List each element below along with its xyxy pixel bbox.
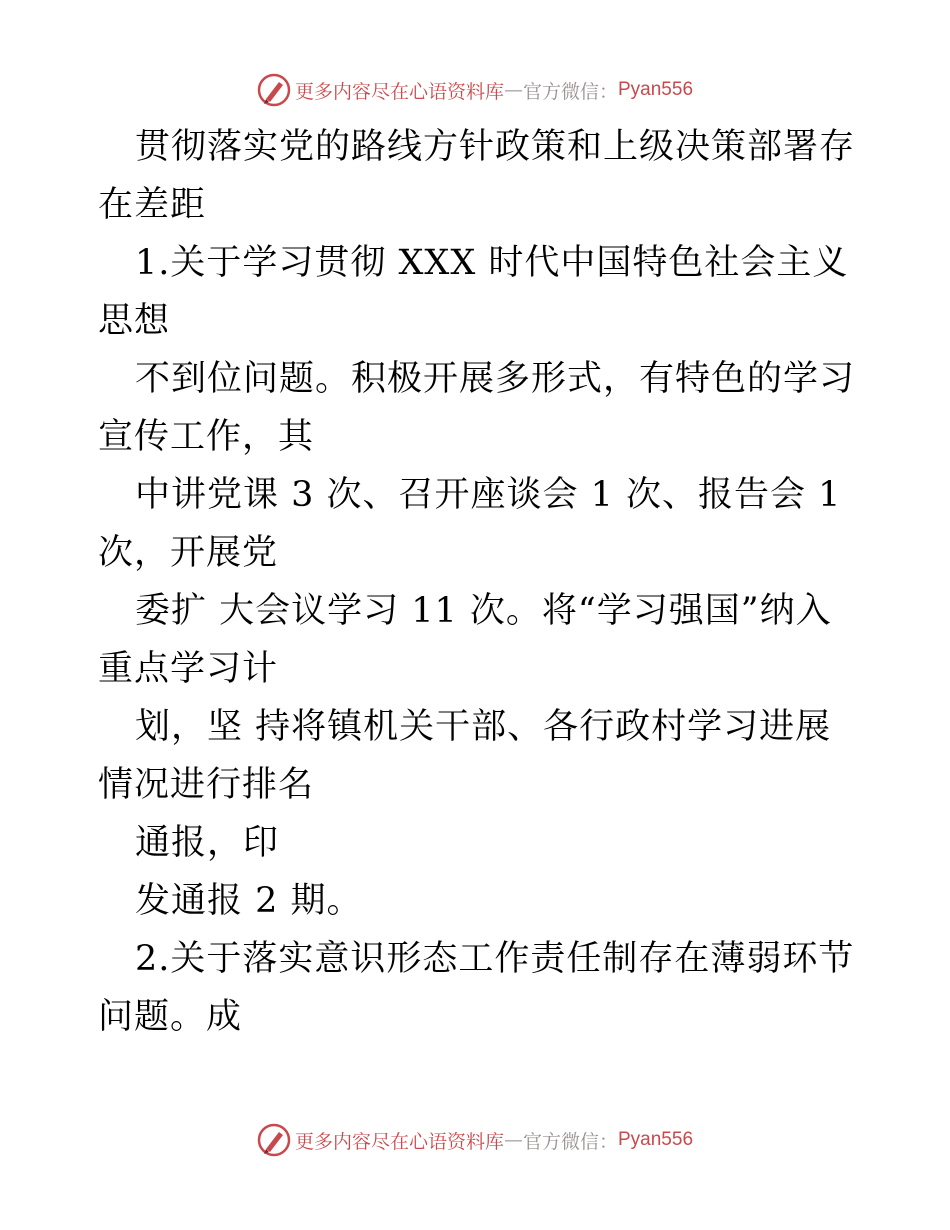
footer-watermark — [0, 1120, 950, 1160]
paragraph: 发通报 2 期。 — [135, 881, 363, 921]
watermark-id: Pyan556 — [618, 1129, 694, 1150]
watermark-text: 更多内容尽在心语资料库 — [294, 80, 504, 103]
watermark-dash: — — [503, 79, 523, 101]
header-watermark — [0, 70, 950, 110]
paragraph: 不到位问题。积极开展多形式，有特色的学习宣传工作，其 — [98, 359, 856, 457]
watermark-id: Pyan556 — [618, 79, 694, 100]
watermark-suffix: 官方微信： — [522, 1130, 618, 1153]
paragraph: 中讲党课 3 次、召开座谈会 1 次、报告会 1 次，开展党 — [98, 475, 842, 573]
watermark-suffix: 官方微信： — [522, 80, 618, 103]
paragraph: 委扩 大会议学习 11 次。将“学习强国”纳入重点学习计 — [98, 591, 832, 689]
pen-logo-icon — [257, 73, 291, 107]
paragraph: 划，坚 持将镇机关干部、各行政村学习进展情况进行排名 — [98, 707, 832, 805]
paragraph-item-2-title: 2.关于落实意识形态工作责任制存在薄弱环节问题。成 — [98, 939, 855, 1037]
paragraph: 通报，印 — [135, 823, 280, 863]
document-body — [98, 118, 858, 1046]
watermark-text: 更多内容尽在心语资料库 — [294, 1130, 504, 1153]
paragraph-heading: 贯彻落实党的路线方针政策和上级决策部署存在差距 — [98, 127, 856, 225]
watermark-dash: — — [503, 1129, 523, 1151]
paragraph-item-1-title: 1.关于学习贯彻 XXX 时代中国特色社会主义思想 — [98, 243, 849, 341]
pen-logo-icon — [257, 1123, 291, 1157]
